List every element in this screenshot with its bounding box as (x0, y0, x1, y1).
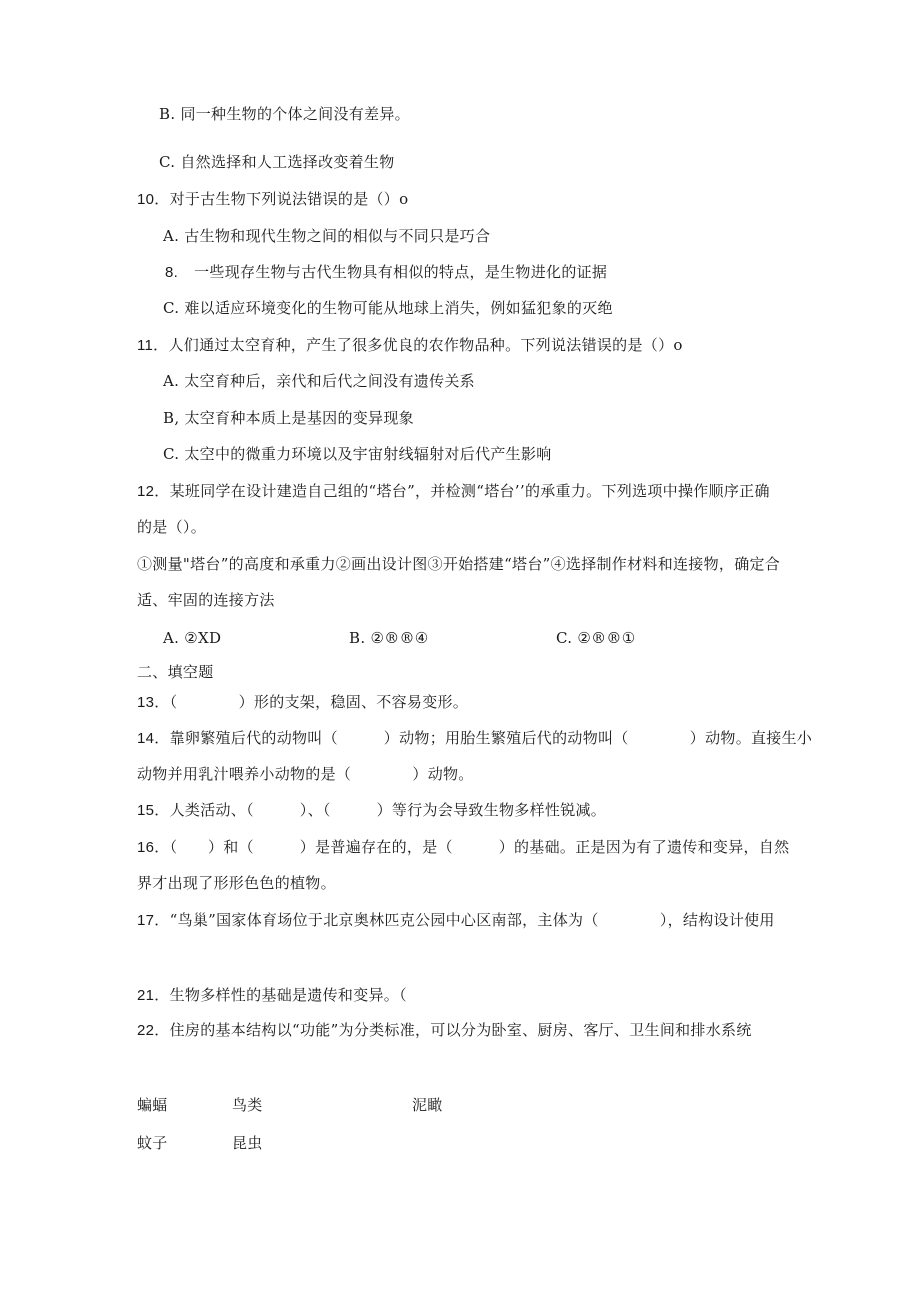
q17-text: ．“鸟巢”国家体育场位于北京奥林匹克公园中心区南部，主体为（ ），结构设计使用 (154, 911, 775, 929)
q11-option-c: C. 太空中的微重力环境以及宇宙射线辐射对后代产生影响 (163, 445, 552, 463)
match-item: 泥瞰 (412, 1096, 443, 1114)
q12-stem-line2: 的是（）。 (137, 518, 207, 536)
q14-line1: ．靠卵繁殖后代的动物叫（ ）动物；用胎生繁殖后代的动物叫（ ）动物。直接生小 (154, 729, 813, 747)
q12-steps-line2: 适、牢固的连接方法 (137, 591, 275, 609)
q15-text: ．人类活动、（ ）、（ ）等行为会导致生物多样性锐减。 (154, 801, 607, 819)
q10-option-b-number: 8. (165, 264, 179, 281)
match-item: 鸟类 (232, 1096, 263, 1114)
q16-line1: ．（ ）和（ ）是普遍存在的，是（ ）的基础。正是因为有了遗传和变异，自然 (154, 838, 790, 856)
q21-text: ．生物多样性的基础是遗传和变异。（ (154, 986, 407, 1004)
q9-option-c: C. 自然选择和人工选择改变着生物 (159, 153, 395, 171)
q16-row (137, 837, 789, 858)
section-title: 二、填空题 (137, 663, 214, 681)
q13-row (137, 692, 468, 713)
q16-line2: 界才出现了形形色色的植物。 (137, 874, 336, 892)
q11-number: 11 (137, 337, 154, 354)
q21-number: 21 (137, 987, 155, 1004)
q12-steps-line1: ①测量"塔台”的高度和承重力②画出设计图③开始搭建“塔台”④选择制作材料和连接物，确定合 (137, 555, 781, 573)
q15-number: 15 (137, 802, 155, 819)
q11-stem-row (137, 335, 683, 356)
q11-stem: ．人们通过太空育种，产生了很多优良的农作物品种。下列说法错误的是（）o (153, 336, 683, 354)
q10-option-a: A. 古生物和现代生物之间的相似与不同只是巧合 (163, 227, 491, 245)
q11-option-a: A. 太空育种后，亲代和后代之间没有遗传关系 (163, 372, 475, 390)
q10-stem: ．对于古生物下列说法错误的是（）o (154, 190, 409, 208)
match-item: 蝙蝠 (137, 1096, 168, 1114)
q22-number: 22 (137, 1022, 155, 1039)
q10-number: 10 (137, 191, 155, 208)
q12-option-c: C. ②®®① (556, 629, 636, 647)
q15-row (137, 800, 606, 821)
q12-option-b: B. ②®®④ (349, 629, 429, 647)
q21-row (137, 985, 407, 1006)
q17-number: 17 (137, 912, 155, 929)
q14-line2: 动物并用乳汁喂养小动物的是（ ）动物。 (137, 765, 474, 783)
q14-number: 14 (137, 730, 155, 747)
q9-option-b: B. 同一种生物的个体之间没有差异。 (159, 105, 410, 123)
q10-option-b-row (165, 262, 607, 283)
q12-stem-row (137, 481, 770, 502)
q13-number: 13 (137, 694, 155, 711)
q22-text: ．住房的基本结构以“功能”为分类标准，可以分为卧室、厨房、客厅、卫生间和排水系统 (154, 1021, 752, 1039)
q14-row (137, 728, 812, 749)
q12-stem-line1: ．某班同学在设计建造自己组的“塔台”，并检测“塔台’’的承重力。下列选项中操作顺序正确 (154, 482, 770, 500)
q13-text: ．（ ）形的支架，稳固、不容易变形。 (154, 693, 469, 711)
q10-stem-row (137, 189, 408, 210)
q10-option-c: C. 难以适应环境变化的生物可能从地球上消失，例如猛犯象的灭绝 (163, 299, 613, 317)
match-item: 昆虫 (232, 1134, 263, 1152)
q10-option-b: 一些现存生物与古代生物具有相似的特点，是生物进化的证据 (194, 263, 608, 281)
q16-number: 16 (137, 839, 155, 856)
q11-option-b: B, 太空育种本质上是基因的变异现象 (163, 409, 414, 427)
q17-row (137, 910, 775, 931)
match-item: 蚊子 (137, 1134, 168, 1152)
q22-row (137, 1020, 752, 1041)
q12-number: 12 (137, 483, 155, 500)
q12-option-a: A. ②XD (163, 629, 222, 647)
